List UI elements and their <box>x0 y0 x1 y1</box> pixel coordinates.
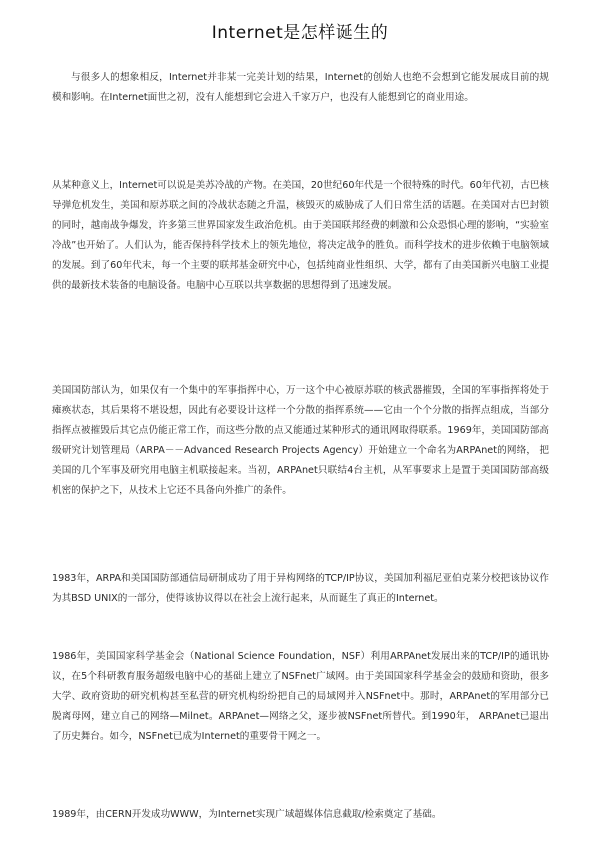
paragraph-intro: 与很多人的想象相反，Internet并非某一完美计划的结果，Internet的创始人也绝不会想到它能发展成目前的规模和影响。在Internet面世之初，没有人能想到它会进入千家万户，也没有人能想到它的商业用途。 <box>52 72 549 103</box>
paragraph-arpanet: 美国国防部认为，如果仅有一个集中的军事指挥中心，万一这个中心被原苏联的核武器摧毁，全国的军事指挥将处于瘫痪状态，其后果将不堪设想，因此有必要设计这样一个分散的指挥系统——它由一个个分散的指挥点组成，当部分指挥点被摧毁后其它点仍能正常工作，而这些分散的点又能通过某种形式的通讯网取得联系。1969年，美国国防部高级研究计划管理局（ARPA－－Advanced Research Projects Agency）开始建立一个命名为ARPAnet的网络， 把美国的几个军事及研究用电脑主机联接起来。当初，ARPAnet只联结4台主机，从军事要求上是置于美国国防部高级机密的保护之下，从技术上它还不具备向外推广的条件。 <box>52 385 549 496</box>
document-title: Internet是怎样诞生的 <box>211 23 389 43</box>
paragraph-tcpip: 1983年，ARPA和美国国防部通信局研制成功了用于异构网络的TCP/IP协议，美国加利福尼亚伯克莱分校把该协议作为其BSD UNIX的一部分，使得该协议得以在社会上流行起来，从而诞生了真正的Internet。 <box>52 573 549 604</box>
paragraph-nsfnet: 1986年，美国国家科学基金会（National Science Foundation，NSF）利用ARPAnet发展出来的TCP/IP的通讯协议，在5个科研教育服务超级电脑中心的基础上建立了NSFnet广域网。由于美国国家科学基金会的鼓励和资助，很多大学、政府资助的研究机构甚至私营的研究机构纷纷把自己的局域网并入NSFnet中。那时，ARPAnet的军用部分已脱离母网，建立自己的网络—Milnet。ARPAnet—网络之父，逐步被NSFnet所替代。到1990年， ARPAnet已退出了历史舞台。如今，NSFnet已成为Internet的重要骨干网之一。 <box>52 651 549 742</box>
paragraph-www: 1989年，由CERN开发成功WWW，为Internet实现广域超媒体信息截取/检索奠定了基础。 <box>52 809 442 820</box>
paragraph-cold-war: 从某种意义上，Internet可以说是美苏冷战的产物。在美国，20世纪60年代是一个很特殊的时代。60年代初，古巴核导弹危机发生，美国和原苏联之间的冷战状态随之升温，核毁灭的威胁成了人们日常生活的话题。在美国对古巴封锁的同时，越南战争爆发，许多第三世界国家发生政治危机。由于美国联邦经费的刺激和公众恐惧心理的影响，“实验室冷战”也开始了。人们认为，能否保持科学技术上的领先地位，将决定战争的胜负。而科学技术的进步依赖于电脑领域的发展。到了60年代末，每一个主要的联邦基金研究中心，包括纯商业性组织、大学，都有了由美国新兴电脑工业提供的最新技术装备的电脑设备。电脑中心互联以共享数据的思想得到了迅速发展。 <box>52 180 549 291</box>
